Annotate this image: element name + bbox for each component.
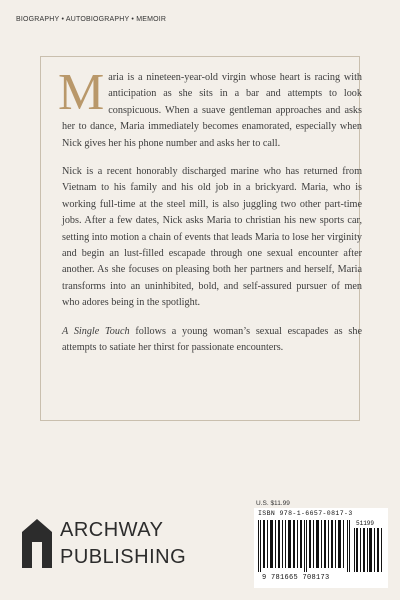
- publisher-name-line1: ARCHWAY: [60, 519, 164, 541]
- category-label: BIOGRAPHY • AUTOBIOGRAPHY • MEMOIR: [16, 16, 167, 23]
- barcode-number: 9 781665 708173: [262, 574, 330, 582]
- isbn-barcode: [254, 508, 388, 588]
- blurb-paragraph-1-text: aria is a nineteen-year-old virgin whose heart is racing with anticipation as she sits in a bar and attempts to look conspicuous. When a suave gentleman approaches and asks her to dance, Maria immediately becomes enamorated, especially when Nick gives her his phone number and asks her to call.: [62, 72, 362, 149]
- drop-cap: M: [58, 64, 105, 121]
- barcode-main-icon: [258, 520, 352, 572]
- blurb-paragraph-1: [58, 64, 362, 152]
- isbn-label: ISBN 978-1-6657-0817-3: [258, 510, 353, 517]
- blurb-paragraph-3: [62, 324, 362, 357]
- blurb-paragraph-3-text: follows a young woman’s sexual escapades as she attempts to satiate her thirst for passionate encounters.: [62, 325, 363, 354]
- blurb-paragraph-2: Nick is a recent honorably discharged marine who has returned from Vietnam to his family and his old job in a brickyard. Maria, who is working full-time at the steel mill, is also juggling two other part-time jobs. After a few dates, Nick asks Maria to christian his new sports car, setting into motion a chain of events that leads Maria to lose her virginity and begin an lust-filled escapade through one sexual encounter after another. As she focuses on pleasing both her partners and herself, Maria transforms into an uninhibited, bold, and self-assured pursuer of men who adores being in the spotlight.: [62, 166, 362, 309]
- blurb-text: [58, 64, 363, 369]
- barcode-addon-icon: [354, 528, 384, 572]
- publisher-name-line2: PUBLISHING: [60, 546, 187, 568]
- barcode-addon-number: 51199: [356, 520, 375, 527]
- archway-logo-icon: [20, 516, 54, 568]
- book-title: A Single Touch: [62, 325, 130, 337]
- price-label: U.S. $11.99: [256, 500, 290, 507]
